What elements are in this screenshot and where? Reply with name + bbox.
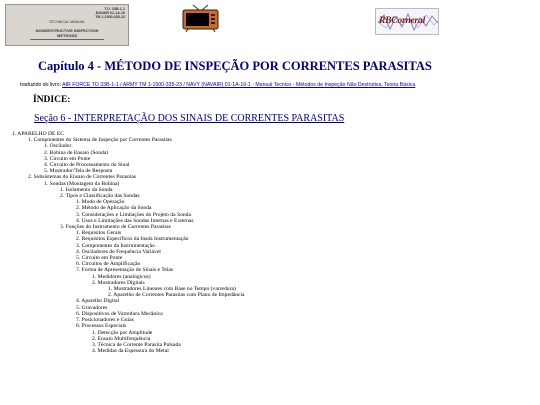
toc-item: 1. Oscilador [44,143,72,150]
cover-code: NAVAIR 01-1A-16 [95,11,125,16]
toc-item: 3. Funções do Instrumento de Correntes Parasitas [60,224,171,231]
section-6-link[interactable]: Seção 6 - INTERPRETAÇÃO DOS SINAIS DE CORRENTES PARASITAS [34,113,345,124]
toc-item: 1. Modo de Operação [76,199,125,206]
toc-item: 1. Detecção por Amplitude [92,329,153,336]
toc-item: 5. Circuito em Ponte [76,255,123,262]
toc-item: 8. Processos Especiais [76,323,127,330]
toc-item: 1. Mostradores Lineares com Base no Tempo (varredura) [108,286,236,293]
toc-item: 5. Mostrador/Tela de Resposta [44,168,113,175]
toc-item: 1. Requisitos Gerais [76,230,122,237]
source-book-link[interactable]: AIR FORCE TO 33B-1-1 / ARMY TM 1-1500-335-23 / NAVY (NAVAIR) 01-1A-16-1 - Manual Tecnico - Métodos de Inspeção Não Destrutiva, Teoria Básica [62,82,416,88]
toc-item: 3. Componentes da Instrumentação [76,242,155,249]
toc-item: 1. Componentes do Sistema de Inspeção por Correntes Parasitas [28,137,172,144]
cover-rule [30,39,104,40]
cover-manual-label: TECHNICAL MANUAL [48,20,86,24]
tv-icon [180,4,221,32]
table-of-contents [12,131,245,354]
toc-item: 1. Isolamento da Sonda [60,186,113,193]
toc-item: 2. Bobina de Ensaio (Sonda) [44,149,109,156]
toc-item: 2. Mostradores Digitais [92,279,145,286]
toc-item: 6. Circuitos de Amplificação [76,261,141,268]
manual-cover-image [5,4,129,46]
translation-prefix: traduzido do livro: [20,82,63,88]
cover-code: TM 1-1500-335-23 [95,15,125,20]
header-images [0,0,540,58]
toc-item: 4. Osciladores de Frequência Variável [76,248,161,255]
cover-code: T.O. 33B-1-1 [104,7,125,11]
toc-item: 7. Forma de Apresentação de Sinais e Telas [76,267,174,274]
toc-item: 4. Aparelho Digital [76,298,120,305]
toc-item: 3. Circuito em Ponte [44,155,91,162]
cover-title-line: METHODS [57,32,77,38]
index-heading: ÍNDICE: [33,95,71,105]
toc-item: 2. Aparelho de Correntes Parasitas com Plano de Impedância [108,292,245,299]
rbcorneral-logo [375,8,439,35]
page-title: Capítulo 4 - MÉTODO DE INSPEÇÃO POR CORRENTES PARASITAS [38,59,432,73]
toc-item: 6. Dispositivos de Varredura Mecânica [76,310,163,317]
toc-item: 2. Tipos e Classificação das Sondas [60,193,140,200]
cover-title-line: NONDESTRUCTIVE INSPECTION [35,28,99,33]
logo-text: RBCorneral [379,16,426,26]
cover-title [6,29,128,38]
toc-item: 1. Sondas (Montagem da Bobina) [44,180,120,187]
translation-note [20,82,415,88]
toc-item: 2. Ensaio Multifrequência [92,335,151,342]
toc-item: 4. Medidas da Espessura do Metal [92,348,169,355]
toc-item: 5. Gravadores [76,304,108,311]
toc-item: 7. Posicionadores e Guias [76,317,134,324]
manual-cover-codes [95,7,125,20]
toc-item: 3. Considerações e Limitações do Projeto da Sonda [76,211,191,218]
toc-item: 4. Circuito de Processamento do Sinal [44,162,130,169]
toc-item: 2. Método de Aplicação da Sonda [76,205,152,212]
toc-item: 2. Requisitos Específicos da Insda Instrumentação [76,236,189,243]
toc-item: 3. Técnica de Corrente Parasita Pulsada [92,341,181,348]
toc-item: 4. Usos e Limitações das Sondas Internas e Externas [76,217,194,224]
toc-item: 1. APARELHO DE EC [12,131,65,137]
toc-item: 2. Subsistemas do Ensaio de Correntes Parasitas [28,174,136,181]
toc-item: 1. Medidores (analógicos) [92,273,151,280]
